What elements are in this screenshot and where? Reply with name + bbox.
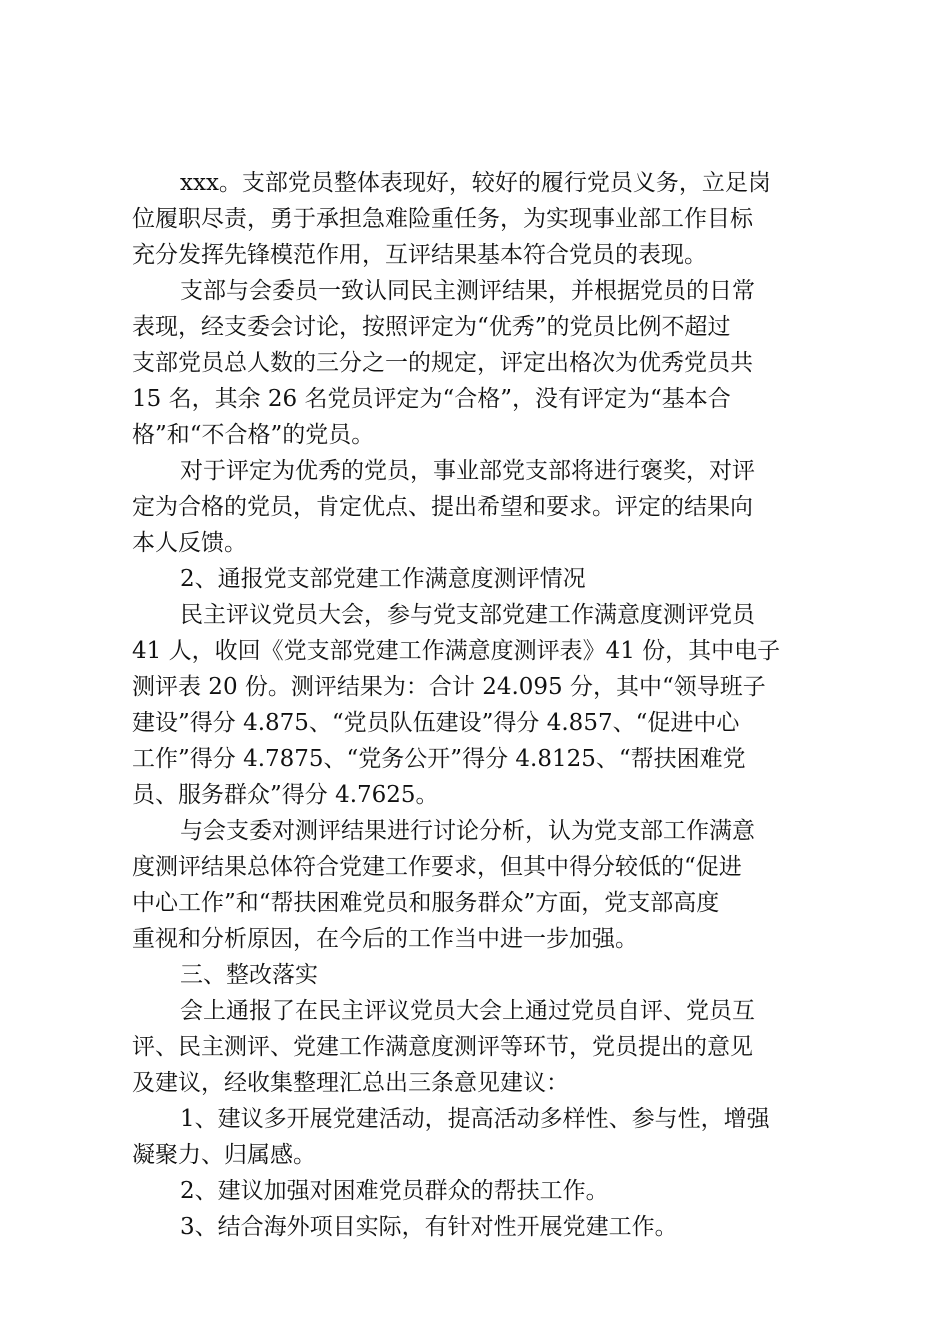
text-line: 15 名，其余 26 名党员评定为“合格”，没有评定为“基本合	[132, 386, 731, 412]
text-line: xxx。支部党员整体表现好，较好的履行党员义务，立足岗	[180, 170, 771, 196]
text-line: 重视和分析原因，在今后的工作当中进一步加强。	[132, 926, 638, 952]
text-line: 度测评结果总体符合党建工作要求，但其中得分较低的“促进	[132, 854, 742, 880]
section-heading: 2、通报党支部党建工作满意度测评情况	[180, 566, 586, 592]
text-line: 对于评定为优秀的党员，事业部党支部将进行褒奖，对评	[180, 458, 755, 484]
text-line: 民主评议党员大会，参与党支部党建工作满意度测评党员	[180, 602, 755, 628]
section-heading: 三、整改落实	[180, 962, 318, 988]
text-line: 及建议，经收集整理汇总出三条意见建议：	[132, 1070, 569, 1096]
text-line: 1、建议多开展党建活动，提高活动多样性、参与性，增强	[180, 1106, 770, 1132]
text-line: 充分发挥先锋模范作用，互评结果基本符合党员的表现。	[132, 242, 707, 268]
text-line: 测评表 20 份。测评结果为：合计 24.095 分，其中“领导班子	[132, 674, 766, 700]
text-line: 建设”得分 4.875、“党员队伍建设”得分 4.857、“促进中心	[132, 710, 740, 736]
text-line: 会上通报了在民主评议党员大会上通过党员自评、党员互	[180, 998, 755, 1024]
text-line: 员、服务群众”得分 4.7625。	[132, 782, 439, 808]
text-line: 与会支委对测评结果进行讨论分析，认为党支部工作满意	[180, 818, 755, 844]
text-line: 凝聚力、归属感。	[132, 1142, 316, 1168]
text-line: 表现，经支委会讨论，按照评定为“优秀”的党员比例不超过	[132, 314, 731, 340]
text-line: 本人反馈。	[132, 530, 247, 556]
text-line: 位履职尽责，勇于承担急难险重任务，为实现事业部工作目标	[132, 206, 753, 232]
text-line: 定为合格的党员，肯定优点、提出希望和要求。评定的结果向	[132, 494, 753, 520]
text-line: 中心工作”和“帮扶困难党员和服务群众”方面，党支部高度	[132, 890, 720, 916]
text-line: 支部党员总人数的三分之一的规定，评定出格次为优秀党员共	[132, 350, 753, 376]
text-line: 3、结合海外项目实际，有针对性开展党建工作。	[180, 1214, 678, 1240]
text-line: 41 人，收回《党支部党建工作满意度测评表》41 份，其中电子	[132, 638, 781, 664]
text-line: 工作”得分 4.7875、“党务公开”得分 4.8125、“帮扶困难党	[132, 746, 746, 772]
text-line: 评、民主测评、党建工作满意度测评等环节，党员提出的意见	[132, 1034, 753, 1060]
text-line: 2、建议加强对困难党员群众的帮扶工作。	[180, 1178, 609, 1204]
text-line: 格”和“不合格”的党员。	[132, 422, 375, 448]
text-line: 支部与会委员一致认同民主测评结果，并根据党员的日常	[180, 278, 755, 304]
